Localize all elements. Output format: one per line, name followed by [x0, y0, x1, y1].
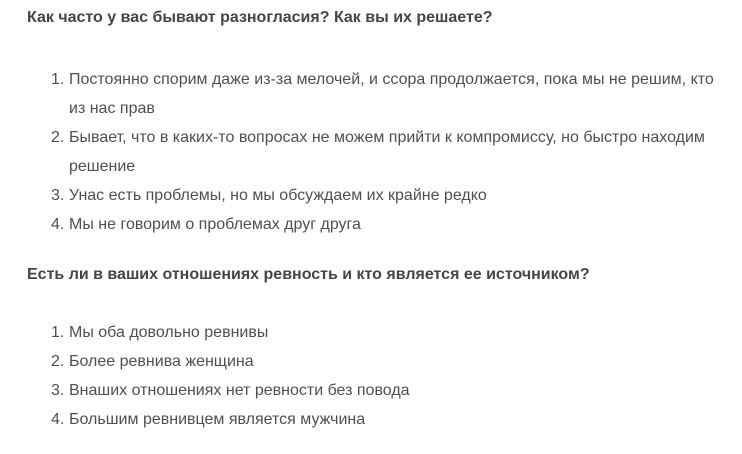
list-item: [27, 405, 727, 434]
item-text: Мы не говорим о проблемах друг друга: [69, 216, 361, 233]
item-text: Унас есть проблемы, но мы обсуждаем их крайне редко: [69, 187, 487, 204]
article-content: [27, 0, 727, 434]
item-text: Внаших отношениях нет ревности без повода: [69, 382, 410, 399]
item-number: 3.: [51, 382, 65, 399]
item-number: 2.: [51, 129, 65, 146]
question-heading: Есть ли в ваших отношениях ревность и кто является ее источником?: [27, 266, 590, 283]
list-item: [27, 347, 727, 376]
item-number: 3.: [51, 187, 65, 204]
list-item: [27, 181, 727, 210]
item-number: 2.: [51, 353, 65, 370]
list-item: [27, 123, 727, 181]
item-text: Бывает, что в каких-то вопросах не можем прийти к компромиссу, но быстро находим решение: [69, 129, 705, 175]
item-number: 1.: [51, 324, 65, 341]
list-item: [27, 65, 727, 123]
answer-list: [27, 318, 727, 434]
item-text: Постоянно спорим даже из-за мелочей, и ссора продолжается, пока мы не решим, кто из нас прав: [69, 71, 714, 117]
list-item: [27, 318, 727, 347]
list-item: [27, 210, 727, 239]
item-number: 4.: [51, 411, 65, 428]
item-text: Мы оба довольно ревнивы: [69, 324, 269, 341]
item-text: Более ревнива женщина: [69, 353, 254, 370]
answer-list: [27, 65, 727, 239]
item-number: 1.: [51, 71, 65, 88]
question-heading: Как часто у вас бывают разногласия? Как вы их решаете?: [27, 9, 493, 26]
item-number: 4.: [51, 216, 65, 233]
item-text: Большим ревнивцем является мужчина: [69, 411, 366, 428]
list-item: [27, 376, 727, 405]
